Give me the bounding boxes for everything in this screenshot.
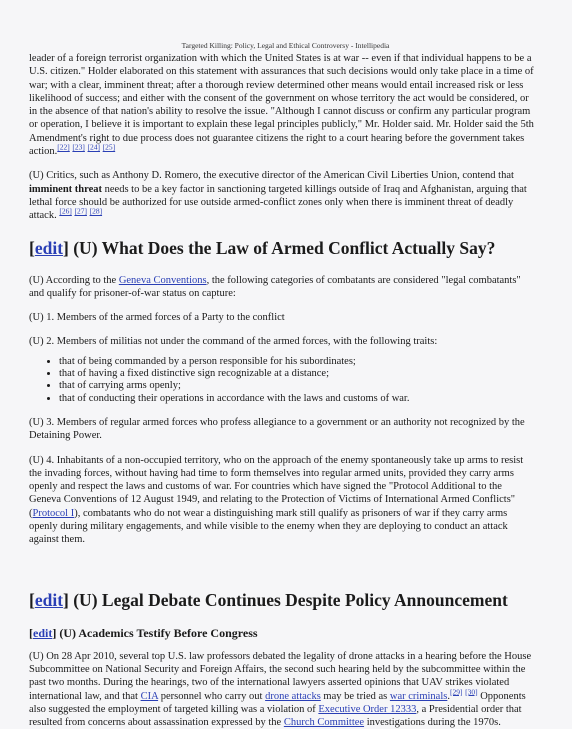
section-heading-legal-debate: [edit] (U) Legal Debate Continues Despite Policy Announcement (29, 589, 508, 610)
paragraph-text: (U) On 28 Apr 2010, several top U.S. law professors debated the legality of drone attacks in a hearing before the House Subcommittee on National Security and Foreign Affairs, the second such hearing held by the subcommittee within the past two months. During the hearings, two of the international lawyers asserted opinions that UAV strikes violated international law, and that (29, 650, 532, 702)
edit-link[interactable]: edit (33, 625, 53, 640)
paragraph-text: leader of a foreign terrorist organization with which the United States is at war -- even if that individual happens to be a U.S. citizen." Holder elaborated on this statement with assurances that such decisions would only take place in a time of war; with a clear, imminent threat; after a thorough review determined other means would entail increased risk or less likelihood of success; and either with the consent of the government on whose territory the act would be considered, or in the absence of that nation's ability to resolve the issue. "Although I cannot discuss or confirm any particular program or operation, I believe it is important to explain these legal principles publicly," Mr. Holder said. Mr. Holder said the 5th Amendment's right to due process does not guarantee citizens the right to a court hearing before the government takes action. (29, 53, 534, 158)
drone-attacks-link[interactable]: drone attacks (265, 690, 321, 702)
combatant-item-3: (U) 3. Members of regular armed forces who profess allegiance to a government or an authority not recognized by the Detaining Power. (29, 416, 525, 442)
paragraph-holder (29, 52, 536, 158)
paragraph-text: , a Presidential order that resulted from concerns about assassination expressed by the (29, 703, 522, 729)
list-item: • that of carrying arms openly; (59, 380, 536, 392)
church-committee-link[interactable]: Church Committee (283, 717, 365, 729)
citation-link[interactable]: [26] (59, 206, 72, 216)
section-heading-law-of-armed-conflict: [edit] (U) What Does the Law of Armed Conflict Actually Say? (29, 237, 496, 258)
heading-text: (U) Academics Testify Before Congress (59, 625, 258, 640)
paragraph-hearing (29, 650, 536, 729)
citation-link[interactable]: [24] (87, 142, 101, 152)
heading-text: (U) Legal Debate Continues Despite Policy Announcement (73, 589, 508, 610)
bold-term: imminent threat (29, 183, 103, 195)
citation-link[interactable]: [22] (57, 142, 70, 152)
edit-link[interactable]: edit (34, 589, 64, 610)
militia-traits-list (29, 356, 536, 405)
citation-link[interactable]: [25] (102, 142, 116, 152)
paragraph-geneva (29, 274, 536, 301)
war-criminals-link[interactable]: war criminals (389, 690, 448, 702)
running-head: Targeted Killing: Policy, Legal and Ethical Controversy - Intellipedia (181, 41, 390, 50)
executive-order-link[interactable]: Executive Order 12333 (318, 703, 417, 715)
citation-link[interactable]: [30] (465, 687, 478, 696)
paragraph-text: investigations during the 1970s. (364, 717, 501, 729)
paragraph-text: (U) 4. Inhabitants of a non-occupied territory, who on the approach of the enemy spontaneously take up arms to resist the invading forces, without having had time to form themselves into regular armed units, provided they carry arms openly and respect the laws and customs of war. For countries which have signed the "Protocol Additional to the Geneva Conventions of 12 August 1949, and relating to the Protection of Victims of International Armed Conflicts" ( (29, 454, 524, 519)
paragraph-text: (U) Critics, such as Anthony D. Romero, the executive director of the American Civil Liberties Union, contend that (29, 170, 514, 182)
edit-link[interactable]: edit (34, 237, 64, 258)
paragraph-text: may be tried as (320, 690, 390, 702)
paragraph-text: , the following categories of combatants are considered "legal combatants" and qualify for prisoner-of-war status on capture: (29, 274, 521, 299)
list-item: • that of conducting their operations in accordance with the laws and customs of war. (59, 393, 536, 405)
spacer (29, 547, 536, 575)
list-item: • that of having a fixed distinctive sign recognizable at a distance; (59, 368, 536, 380)
geneva-conventions-link[interactable]: Geneva Conventions (118, 274, 207, 286)
paragraph-text: personnel who carry out (158, 690, 266, 702)
citation-link[interactable]: [29] (449, 687, 463, 696)
paragraph-text: ), combatants who do not wear a distinguishing mark still qualify as prisoners of war if they carry arms openly during military engagements, and while visible to the enemy when they are deploying to conduct an attack against them. (29, 507, 508, 546)
citation-link[interactable]: [28] (89, 206, 103, 216)
citation-link[interactable]: [27] (74, 206, 87, 216)
paragraph-text: needs to be a key factor in sanctioning targeted killings outside of Iraq and Afghanistan, arguing that lethal force should be authorized for use outside armed-conflict zones only when there is imminent threat of deadly attack. (29, 183, 527, 222)
heading-text: (U) What Does the Law of Armed Conflict Actually Say? (73, 237, 496, 258)
protocol-i-link[interactable]: Protocol I (32, 507, 75, 519)
subheading-academics: [edit] (U) Academics Testify Before Congress (29, 625, 258, 640)
combatant-item-1: (U) 1. Members of the armed forces of a Party to the conflict (29, 312, 285, 324)
paragraph-text: (U) According to the (29, 274, 119, 286)
combatant-item-2: (U) 2. Members of militias not under the command of the armed forces, with the following traits: (29, 336, 438, 348)
cia-link[interactable]: CIA (140, 690, 159, 702)
paragraph-critics (29, 169, 536, 222)
citation-link[interactable]: [23] (72, 142, 85, 152)
combatant-item-4 (29, 454, 536, 547)
paragraph-text: Opponents also suggested the employment of targeted killing was a violation of (29, 690, 526, 715)
period: . (447, 690, 450, 702)
list-item: • that of being commanded by a person responsible for his subordinates; (59, 356, 536, 368)
